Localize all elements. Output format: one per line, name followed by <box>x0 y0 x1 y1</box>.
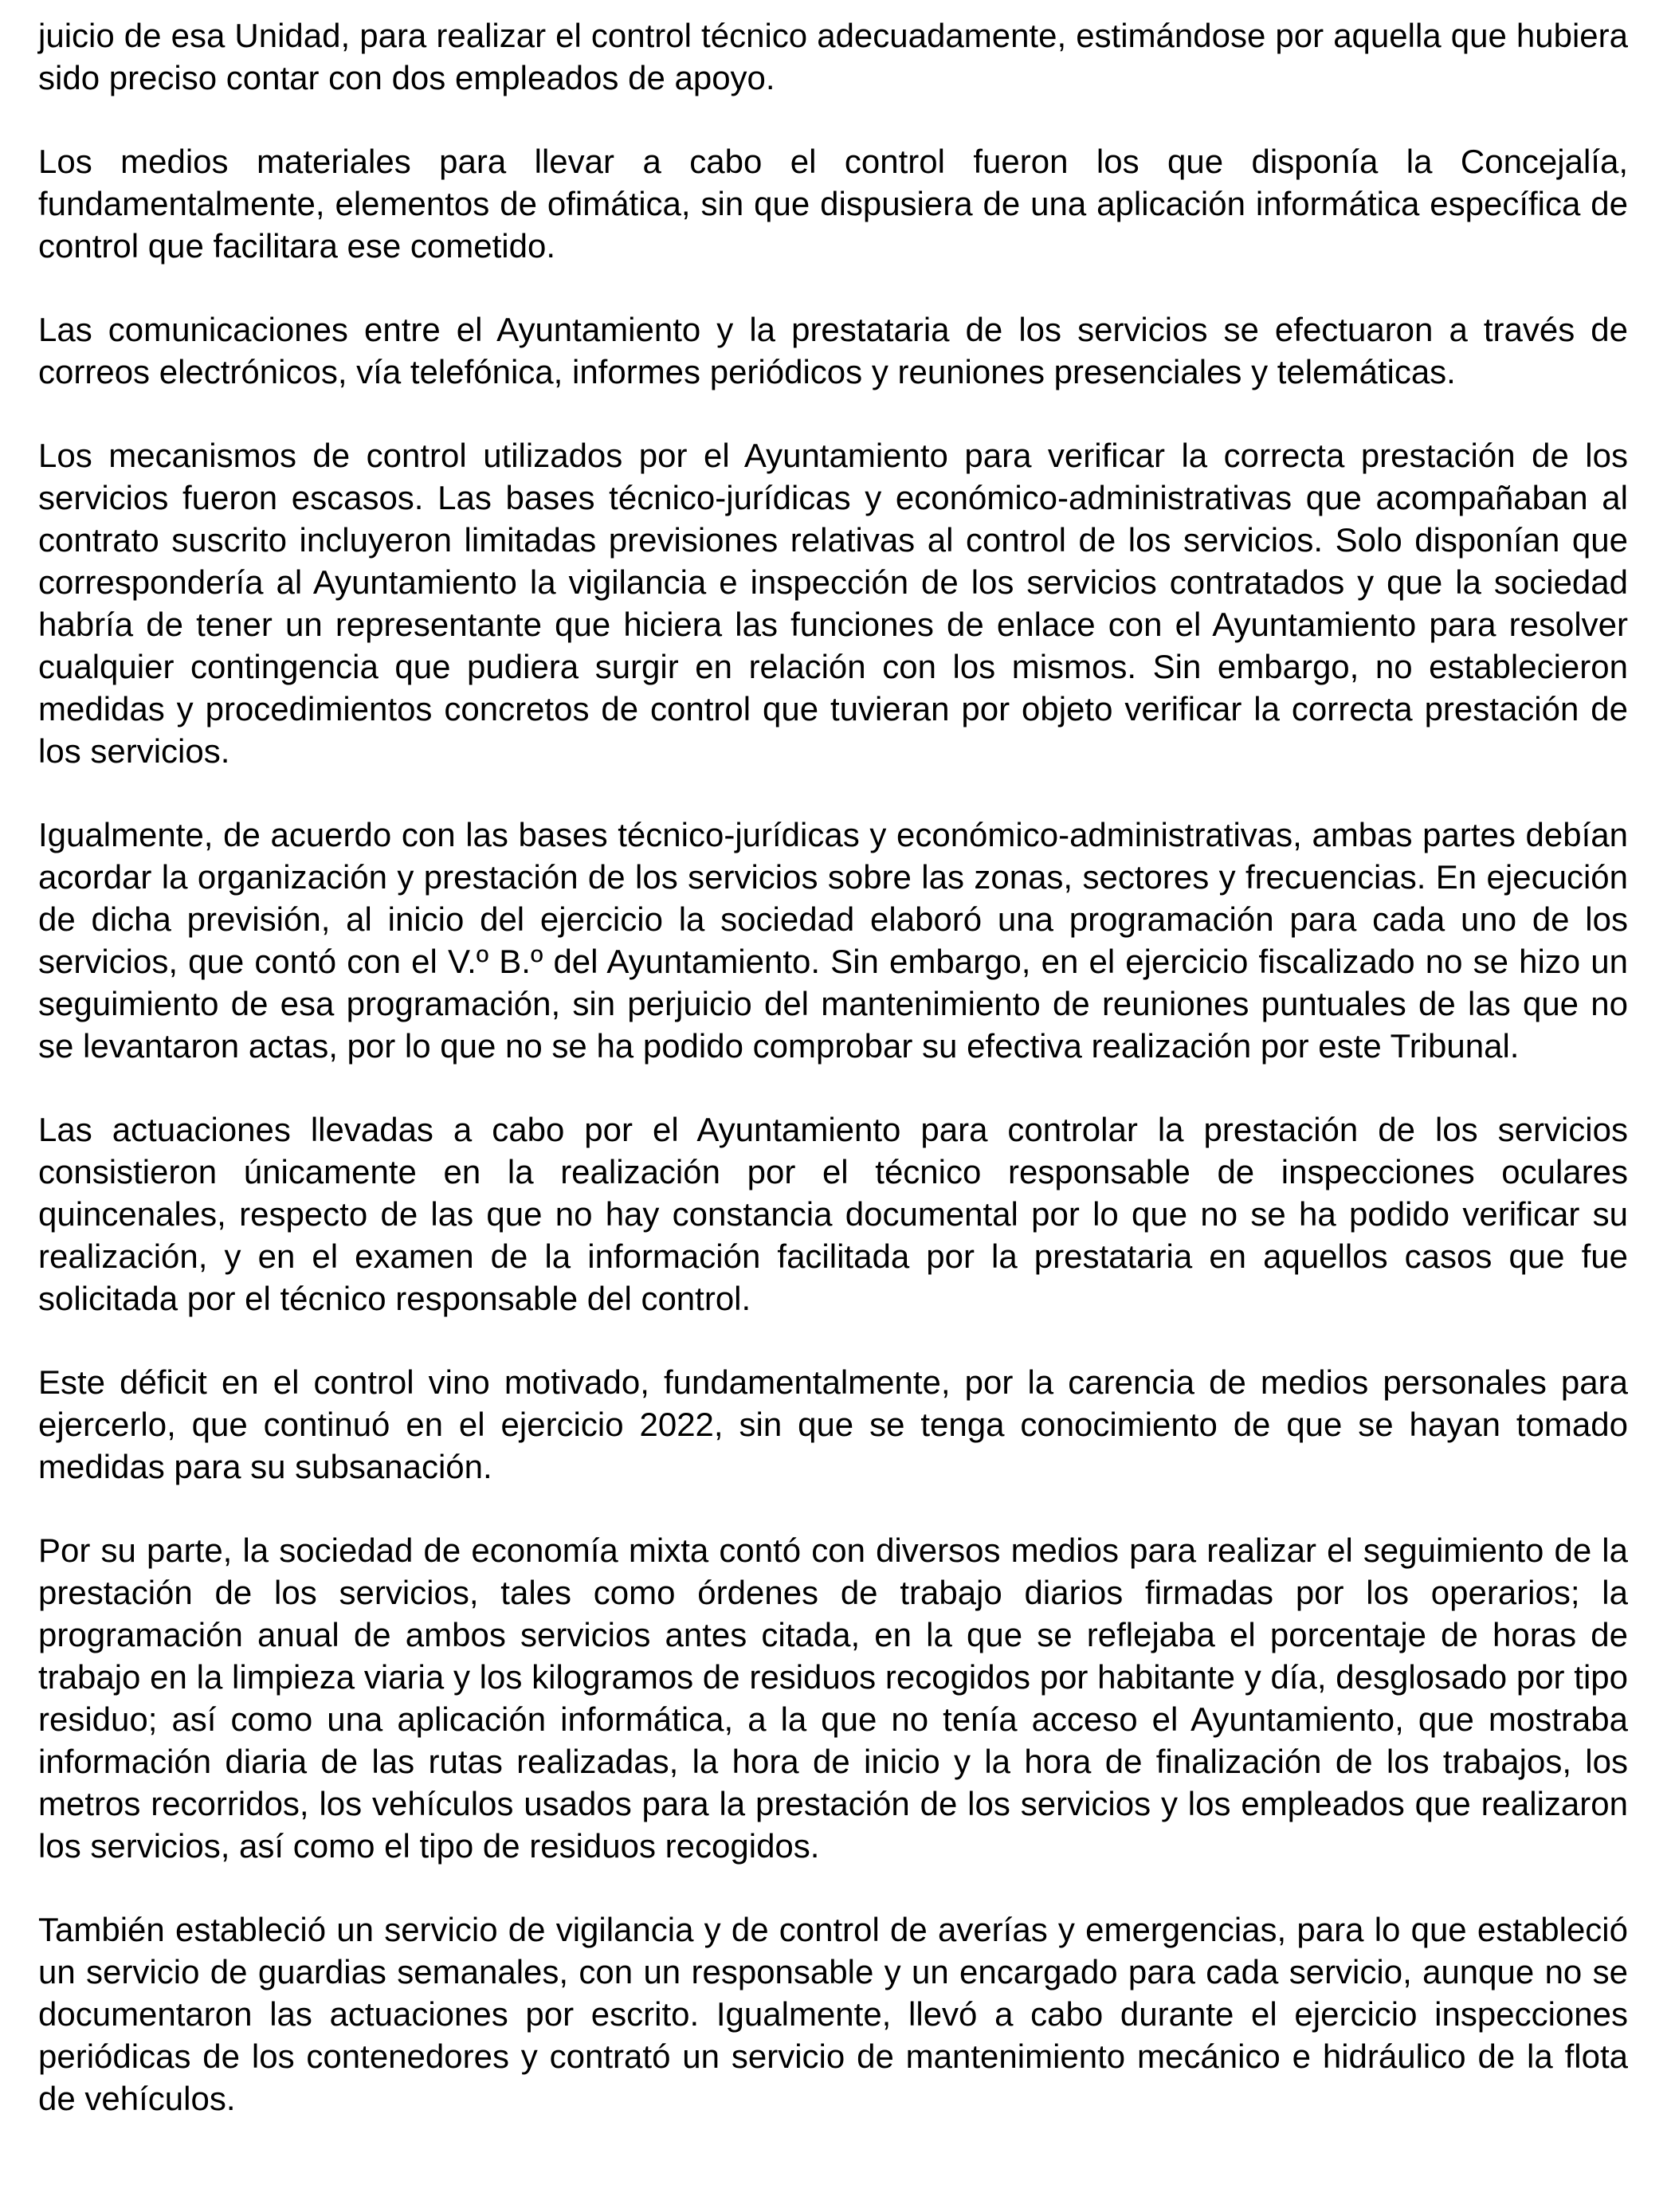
paragraph-control-mechanisms: Los mecanismos de control utilizados por el Ayuntamiento para verificar la correcta prestación de los servicios fueron escasos. Las bases técnico-jurídicas y económico-administrativas que acompañaban al contrato suscrito incluyeron limitadas previsiones relativas al control de los servicios. Solo disponían que correspondería al Ayuntamiento la vigilancia e inspección de los servicios contratados y que la sociedad habría de tener un representante que hiciera las funciones de enlace con el Ayuntamiento para resolver cualquier contingencia que pudiera surgir en relación con los mismos. Sin embargo, no establecieron medidas y procedimientos concretos de control que tuvieran por objeto verificar la correcta prestación de los servicios. <box>38 437 1628 770</box>
paragraph-control-deficit: Este déficit en el control vino motivado, fundamentalmente, por la carencia de medios personales para ejercerlo, que continuó en el ejercicio 2022, sin que se tenga conocimiento de que se hayan tomado medidas para su subsanación. <box>38 1363 1628 1485</box>
paragraph-staffing-support: juicio de esa Unidad, para realizar el control técnico adecuadamente, estimándose por aquella que hubiera sido preciso contar con dos empleados de apoyo. <box>38 17 1628 96</box>
paragraph-company-monitoring: Por su parte, la sociedad de economía mixta contó con diversos medios para realizar el seguimiento de la prestación de los servicios, tales como órdenes de trabajo diarios firmadas por los operarios; la programación anual de ambos servicios antes citada, en la que se reflejaba el porcentaje de horas de trabajo en la limpieza viaria y los kilogramos de residuos recogidos por habitante y día, desglosado por tipo residuo; así como una aplicación informática, a la que no tenía acceso el Ayuntamiento, que mostraba información diaria de las rutas realizadas, la hora de inicio y la hora de finalización de los trabajos, los metros recorridos, los vehículos usados para la prestación de los servicios y los empleados que realizaron los servicios, así como el tipo de residuos recogidos. <box>38 1532 1628 1865</box>
paragraph-communications: Las comunicaciones entre el Ayuntamiento y la prestataria de los servicios se efectuaron a través de correos electrónicos, vía telefónica, informes periódicos y reuniones presenciales y telemáticas. <box>38 311 1628 390</box>
paragraph-material-means: Los medios materiales para llevar a cabo el control fueron los que disponía la Concejalía, fundamentalmente, elementos de ofimática, sin que dispusiera de una aplicación informática específica de control que facilitara ese cometido. <box>38 143 1628 265</box>
document-body <box>38 14 1628 2161</box>
paragraph-council-actions: Las actuaciones llevadas a cabo por el Ayuntamiento para controlar la prestación de los servicios consistieron únicamente en la realización por el técnico responsable de inspecciones oculares quincenales, respecto de las que no hay constancia documental por lo que no se ha podido verificar su realización, y en el examen de la información facilitada por la prestataria en aquellos casos que fue solicitada por el técnico responsable del control. <box>38 1111 1628 1317</box>
paragraph-surveillance-service: También estableció un servicio de vigilancia y de control de averías y emergencias, para lo que estableció un servicio de guardias semanales, con un responsable y un encargado para cada servicio, aunque no se documentaron las actuaciones por escrito. Igualmente, llevó a cabo durante el ejercicio inspecciones periódicas de los contenedores y contrató un servicio de mantenimiento mecánico e hidráulico de la flota de vehículos. <box>38 1911 1628 2117</box>
paragraph-service-programming: Igualmente, de acuerdo con las bases técnico-jurídicas y económico-administrativas, ambas partes debían acordar la organización y prestación de los servicios sobre las zonas, sectores y frecuencias. En ejecución de dicha previsión, al inicio del ejercicio la sociedad elaboró una programación para cada uno de los servicios, que contó con el V.º B.º del Ayuntamiento. Sin embargo, en el ejercicio fiscalizado no se hizo un seguimiento de esa programación, sin perjuicio del mantenimiento de reuniones puntuales de las que no se levantaron actas, por lo que no se ha podido comprobar su efectiva realización por este Tribunal. <box>38 816 1628 1065</box>
